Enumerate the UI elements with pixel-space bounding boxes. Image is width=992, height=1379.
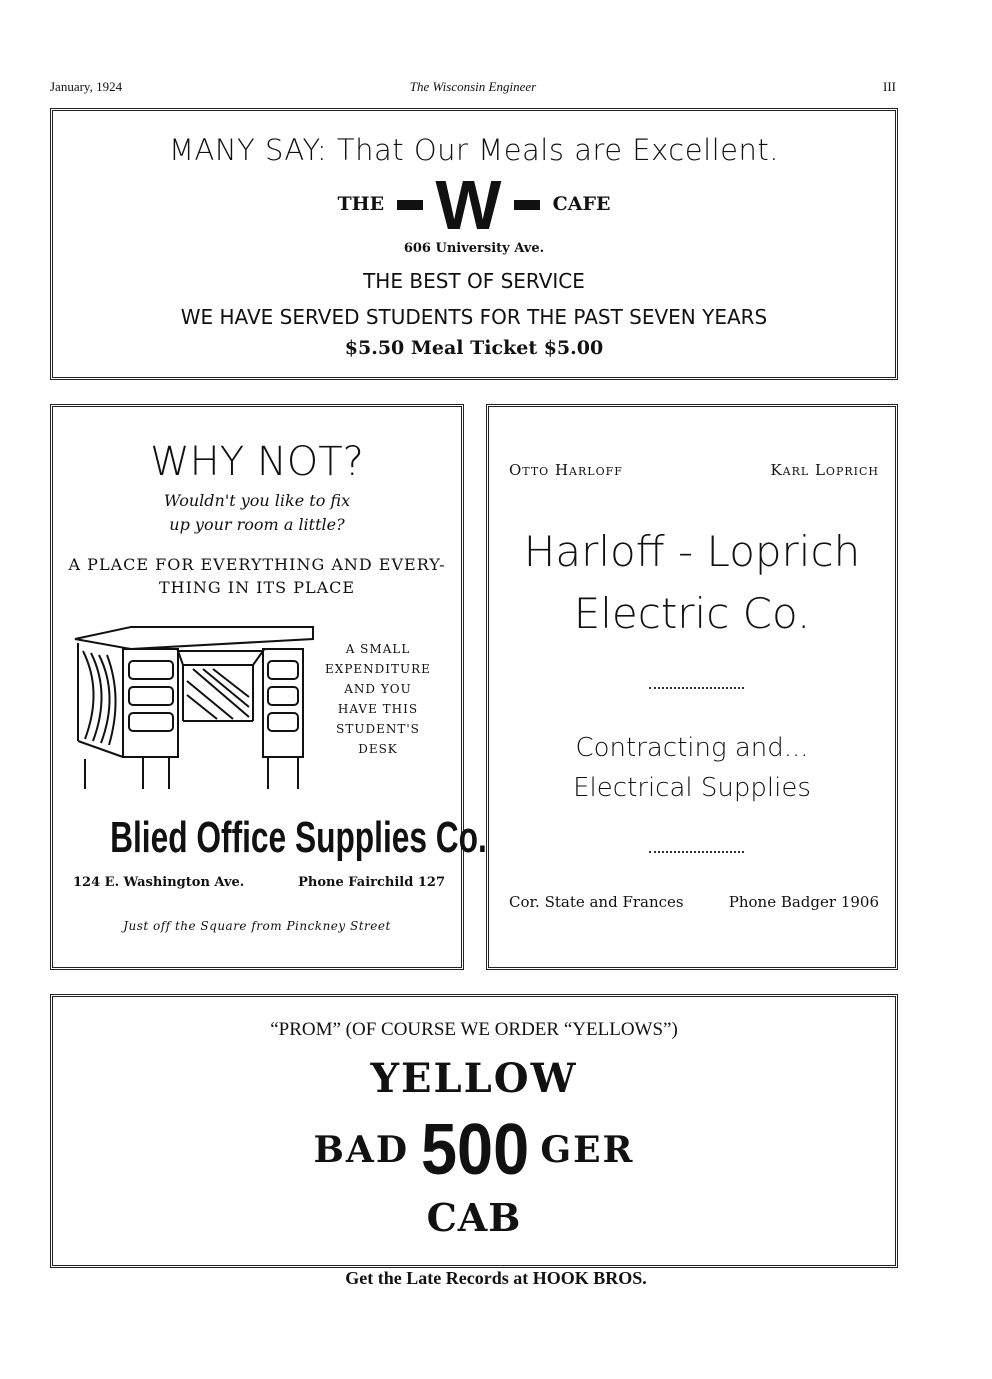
cab-cab: CAB xyxy=(426,1195,522,1240)
cab-phone-number: 500 xyxy=(420,1110,529,1190)
blied-tagline-1: A PLACE FOR EVERYTHING AND EVERY- xyxy=(68,555,446,574)
divider-ornament xyxy=(649,851,744,853)
blied-subline-1: Wouldn't you like to fix xyxy=(163,491,351,510)
cab-badger-line xyxy=(53,1109,895,1191)
cab-ad xyxy=(50,994,898,1268)
harloff-company-line-1: Harloff - Loprich xyxy=(523,527,861,576)
cab-ger: GER xyxy=(540,1129,635,1171)
cab-bad: BAD xyxy=(313,1129,410,1171)
harloff-ad xyxy=(486,404,898,970)
partner-otto: Otto Harloff xyxy=(509,461,623,479)
why-not-headline: WHY NOT? xyxy=(150,439,364,485)
harloff-service-line-1: Contracting and... xyxy=(575,733,809,763)
blied-footer: Just off the Square from Pinckney Street xyxy=(123,919,391,933)
issue-date: January, 1924 xyxy=(50,79,123,94)
student-desk-illustration xyxy=(73,621,318,791)
logo-bar-left xyxy=(397,200,423,210)
desk-side-line-6: DESK xyxy=(358,742,398,756)
harloff-company-line-2: Electric Co. xyxy=(573,589,811,638)
cafe-meal-ticket: $5.50 Meal Ticket $5.00 xyxy=(344,337,604,359)
blied-ad xyxy=(50,404,487,970)
divider-ornament xyxy=(649,687,744,689)
cafe-ad xyxy=(50,108,898,380)
desk-side-line-2: EXPENDITURE xyxy=(325,662,431,676)
cafe-headline: MANY SAY: That Our Meals are Excellent. xyxy=(169,133,779,167)
harloff-service-line-2: Electrical Supplies xyxy=(573,773,811,803)
cafe-history-line: WE HAVE SERVED STUDENTS FOR THE PAST SEVEN YEARS xyxy=(180,305,768,329)
cab-yellow: YELLOW xyxy=(370,1055,578,1102)
publication-title: The Wisconsin Engineer xyxy=(409,79,537,94)
harloff-phone: Phone Badger 1906 xyxy=(728,893,879,911)
cafe-name-left: THE xyxy=(337,193,385,215)
partner-karl: Karl Loprich xyxy=(770,461,879,479)
w-logo: W xyxy=(435,166,502,244)
blied-company-name: Blied Office Supplies Co. xyxy=(110,813,487,862)
logo-bar-right xyxy=(514,200,540,210)
cafe-address: 606 University Ave. xyxy=(403,241,545,256)
desk-side-line-4: HAVE THIS xyxy=(337,702,419,716)
page-number: III xyxy=(883,79,896,94)
desk-side-line-1: A SMALL xyxy=(345,642,411,656)
blied-address: 124 E. Washington Ave. xyxy=(73,875,245,890)
blied-subline-2: up your room a little? xyxy=(169,515,345,534)
harloff-address: Cor. State and Frances xyxy=(509,893,684,911)
cafe-name xyxy=(53,166,895,244)
cafe-name-right: CAFE xyxy=(552,193,611,215)
blied-tagline-2: THING IN ITS PLACE xyxy=(158,578,356,597)
desk-side-line-3: AND YOU xyxy=(344,682,412,696)
blied-phone: Phone Fairchild 127 xyxy=(298,875,445,890)
cab-tagline: “PROM” (OF COURSE WE ORDER “YELLOWS”) xyxy=(270,1019,678,1040)
desk-side-line-5: STUDENT'S xyxy=(336,722,420,736)
footer-note: Get the Late Records at HOOK BROS. xyxy=(345,1268,647,1288)
desk-side-text xyxy=(313,639,443,759)
cafe-service-line: THE BEST OF SERVICE xyxy=(363,269,585,293)
